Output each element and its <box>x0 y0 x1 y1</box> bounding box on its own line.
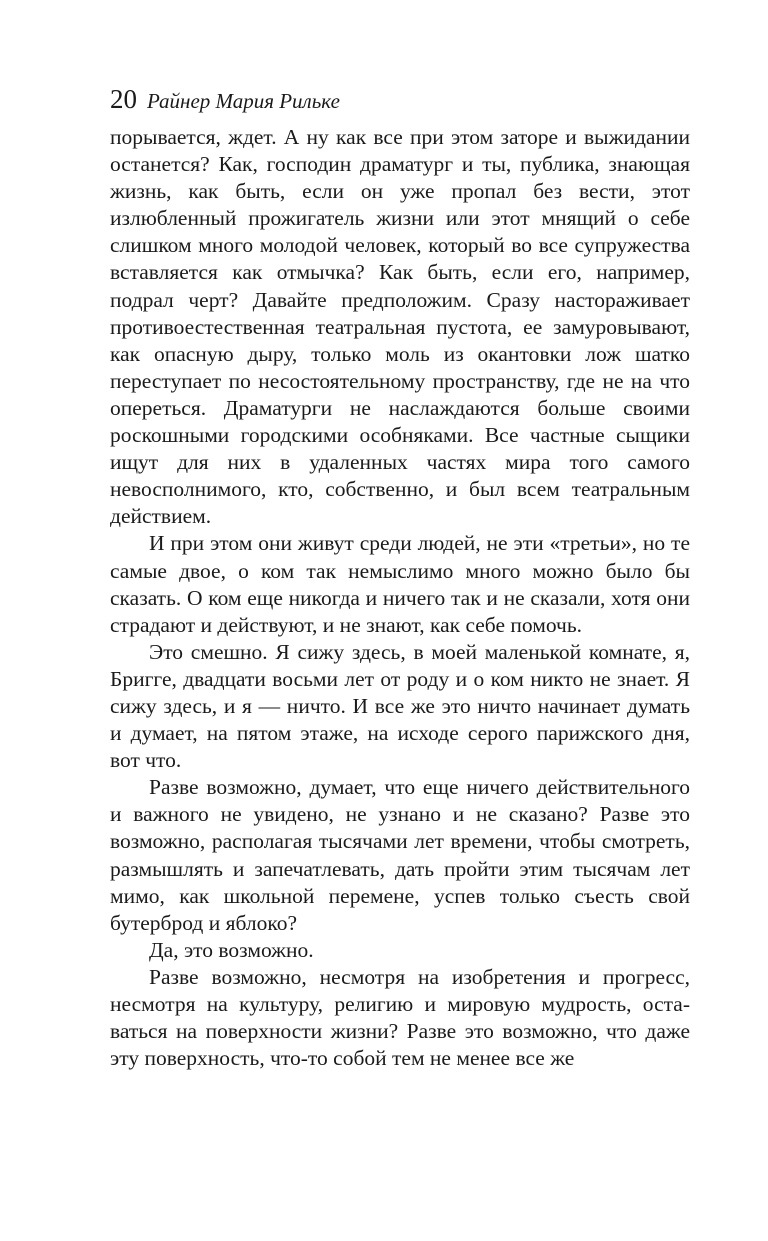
paragraph: Да, это возможно. <box>149 937 314 962</box>
paragraph: Разве возможно, думает, что еще ничего действительного и важного не увидено, не узнано и не сказано? Разве это возможно, располагая тысячами лет времени, чтобы смотреть, размышлять и запечатлевать, дать пройти этим тысячам лет мимо, как школьной перемене, успев только съесть свой бутерброд и яблоко? <box>110 775 690 935</box>
paragraph: И при этом они живут среди людей, не эти «третьи», но те самые двое, о ком так немыслимо много можно было бы сказать. О ком еще никогда и ничего так и не сказали, хотя они страдают и действуют, и не знают, как себе помочь. <box>110 531 690 637</box>
body-text <box>110 124 690 1072</box>
paragraph: Это смешно. Я сижу здесь, в моей маленькой комнате, я, Бригге, двадцати восьми лет от роду и о ком никто не знает. Я сижу здесь, и я — ничто. И все же это ничто начинает думать и думает, на пятом этаже, на исходе серого парижского дня, вот что. <box>110 639 690 773</box>
paragraph: Разве возможно, несмотря на изобретения и прогресс, несмотря на культуру, религию и мировую мудрость, оставаться на поверхности жизни? Разве это возможно, что даже эту поверхность, что-то собой тем не менее все же <box>110 964 690 1071</box>
book-page <box>110 84 690 1072</box>
paragraph-continuation: порывается, ждет. А ну как все при этом заторе и выжидании останется? Как, господин драматург и ты, публика, знающая жизнь, как быть, если он уже пропал без вести, этот излюбленный прожигатель жизни или этот мнящий о себе слишком много молодой человек, который во все супружества вставляется как отмычка? Как быть, если его, например, подрал черт? Давайте предположим. Сразу настораживает противоестественная театральная пустота, ее замуровывают, как опасную дыру, только моль из окантовки лож шатко переступает по несостоятельному пространству, где не на что опереться. Драматурги не наслаждаются больше своими роскошными городскими особняками. Все частные сыщики ищут для них в удаленных частях мира того самого невосполнимого, кто, собственно, и был всем театральным действием. <box>110 125 690 529</box>
page-number: 20 <box>110 84 137 114</box>
running-head <box>110 84 690 124</box>
header-author: Райнер Мария Рильке <box>147 89 340 113</box>
